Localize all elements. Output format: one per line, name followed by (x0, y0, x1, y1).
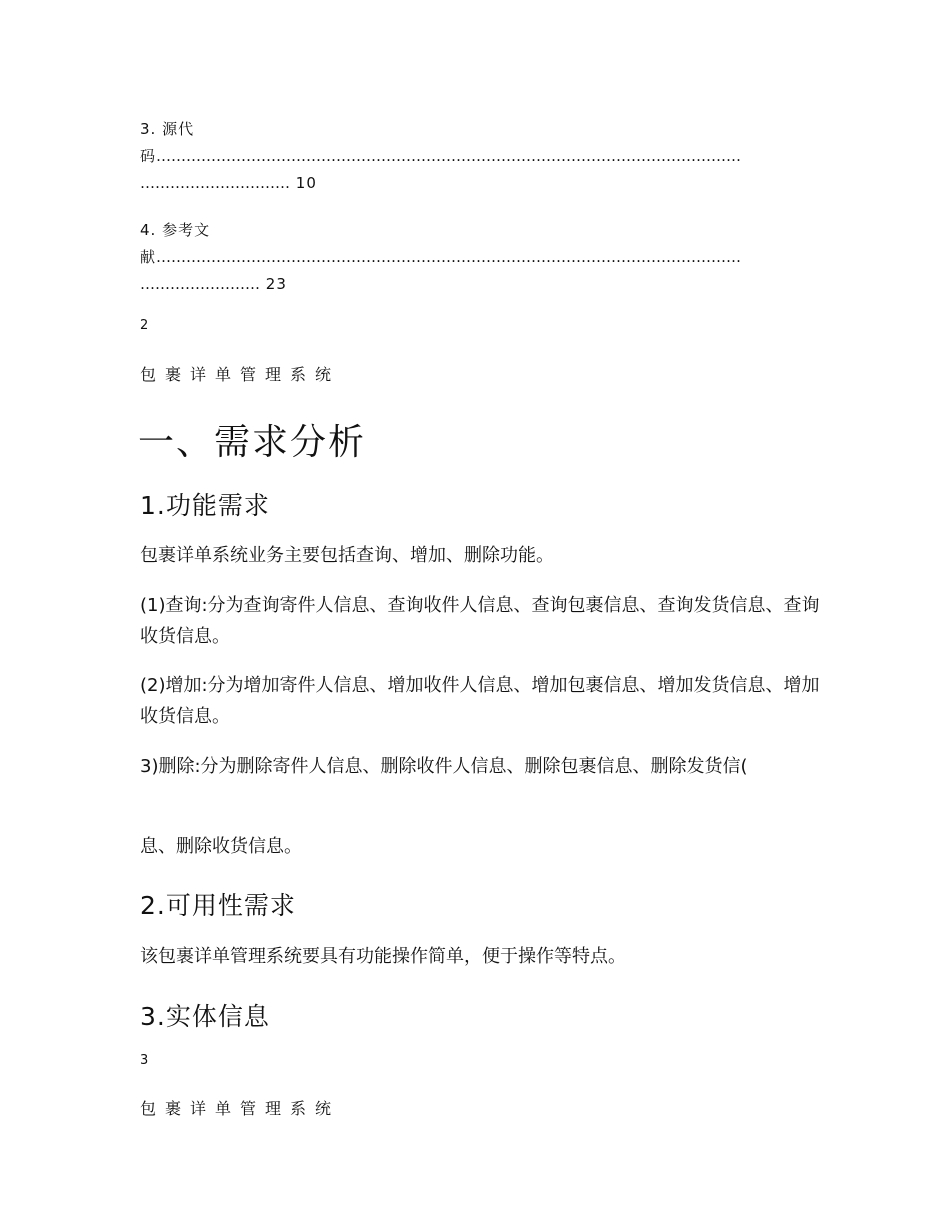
toc-leader-line (140, 143, 810, 170)
paragraph: 该包裹详单管理系统要具有功能操作简单，便于操作等特点。 (140, 946, 626, 967)
running-header: 包裹详单管理系统 (140, 1099, 341, 1118)
paragraph: (2)增加:分为增加寄件人信息、增加收件人信息、增加包裹信息、增加发货信息、增加收货信息。 (140, 675, 820, 727)
toc-page-number: 10 (295, 174, 317, 192)
toc-title-tail: 献 (140, 248, 157, 266)
paragraph: 3)删除:分为删除寄件人信息、删除收件人信息、删除包裹信息、删除发货信( (140, 756, 748, 777)
toc-leader-line-end (140, 271, 810, 298)
chapter-heading: 一、需求分析 (138, 422, 367, 463)
toc-dots: ……………………………………………………………………………………………………… (156, 147, 742, 165)
toc-entry-source-code[interactable] (140, 116, 810, 197)
page-number: 2 (140, 318, 149, 333)
toc-title: 3. 源代 (140, 120, 195, 138)
toc-dots: …………………… (140, 275, 260, 293)
toc-leader-line-end (140, 170, 810, 197)
running-header: 包裹详单管理系统 (140, 365, 341, 384)
section-heading-entity: 3.实体信息 (140, 1002, 270, 1031)
toc-dots: ……………………………………………………………………………………………………… (156, 248, 742, 266)
section-heading-usability: 2.可用性需求 (140, 891, 296, 920)
toc-title-tail: 码 (140, 147, 157, 165)
section-heading-functional: 1.功能需求 (140, 491, 270, 520)
toc-page-number: 23 (265, 275, 287, 293)
paragraph: (1)查询:分为查询寄件人信息、查询收件人信息、查询包裹信息、查询发货信息、查询收货信息。 (140, 595, 820, 647)
toc-dots: ………………………… (140, 174, 290, 192)
toc-entry-references[interactable] (140, 217, 810, 298)
paragraph: 息、删除收货信息。 (140, 836, 302, 857)
toc-title: 4. 参考文 (140, 221, 211, 239)
paragraph: 包裹详单系统业务主要包括查询、增加、删除功能。 (140, 545, 554, 566)
page-number: 3 (140, 1053, 149, 1068)
toc-leader-line (140, 244, 810, 271)
